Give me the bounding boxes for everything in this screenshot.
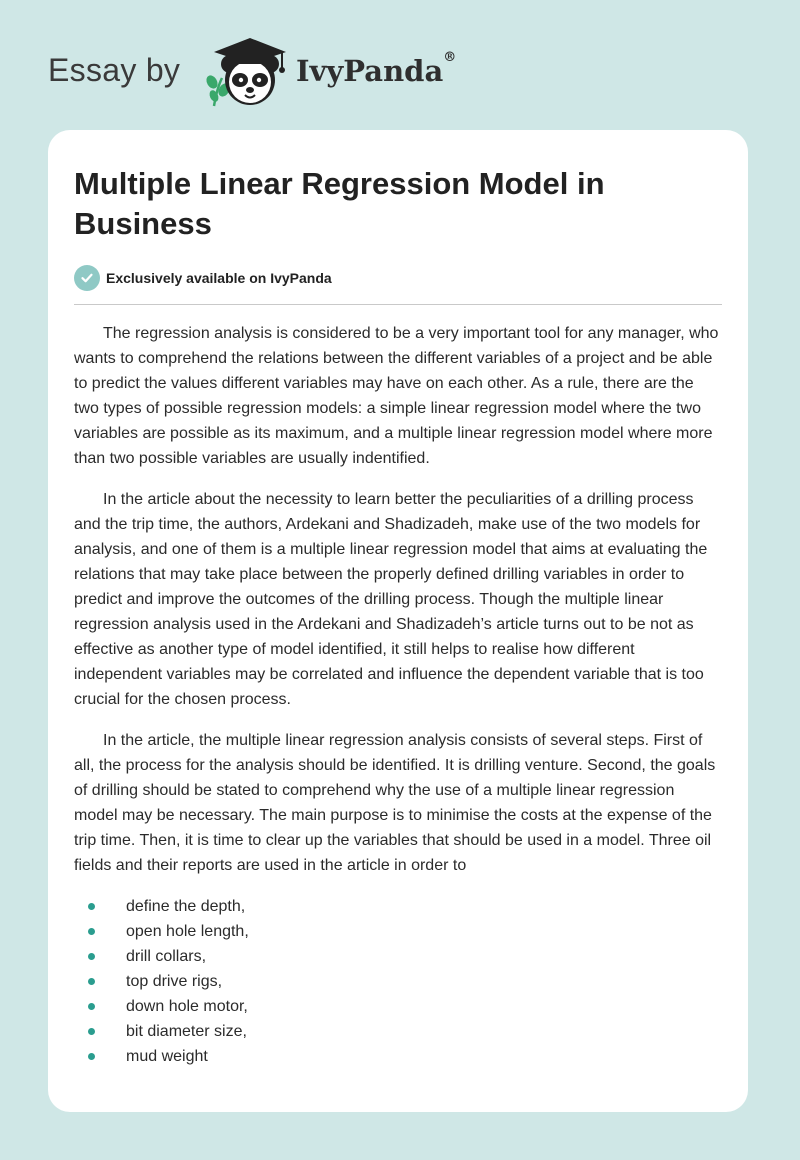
bullet-icon xyxy=(88,928,95,935)
list-item xyxy=(74,944,722,969)
exclusive-badge-text: Exclusively available on IvyPanda xyxy=(106,270,332,286)
list-item-text: bit diameter size, xyxy=(126,1023,247,1040)
essay-title: Multiple Linear Regression Model in Business xyxy=(74,166,605,241)
check-icon xyxy=(74,265,100,291)
variables-list xyxy=(74,894,722,1069)
bullet-icon xyxy=(88,1028,95,1035)
bullet-icon xyxy=(88,978,95,985)
list-item-text: down hole motor, xyxy=(126,998,248,1015)
list-item xyxy=(74,919,722,944)
essay-content xyxy=(74,164,722,1069)
list-item-text: define the depth, xyxy=(126,898,246,915)
brand-prefix: Essay by xyxy=(48,52,181,88)
list-item xyxy=(74,894,722,919)
site-header-brand[interactable] xyxy=(48,32,468,112)
list-item-text: top drive rigs, xyxy=(126,973,223,990)
bullet-icon xyxy=(88,1003,95,1010)
brand-name xyxy=(296,50,457,88)
brand-name-text: IvyPanda xyxy=(296,54,444,88)
essay-card xyxy=(48,130,748,1112)
exclusive-badge xyxy=(74,264,722,292)
list-item xyxy=(74,1044,722,1069)
list-item xyxy=(74,1019,722,1044)
essay-body xyxy=(74,321,722,1069)
paragraph: The regression analysis is considered to be a very important tool for any manager, who wants to comprehend the relations between the different variables of a project and be able to predict the values different variables may have on each other. As a rule, there are the two types of possible regression models: a simple linear regression model where the two variables are possible as its maximum, and a multiple linear regression model where more than two possible variables are usually indentified. xyxy=(74,325,719,467)
list-item-text: drill collars, xyxy=(126,948,207,965)
panda-graduate-logo-icon xyxy=(200,34,292,110)
list-item xyxy=(74,994,722,1019)
paragraph: In the article, the multiple linear regression analysis consists of several steps. First of all, the process for the analysis should be identified. It is drilling venture. Second, the goals of drilling should be stated to comprehend why the use of a multiple linear regression model may be necessary. The main purpose is to minimise the costs at the expense of the trip time. Then, it is time to clear up the variables that should be used in a model. Three oil fields and their reports are used in the article in order to xyxy=(74,732,716,874)
list-item xyxy=(74,969,722,994)
list-item-text: open hole length, xyxy=(126,923,249,940)
registered-mark: ® xyxy=(443,50,457,65)
list-item-text: mud weight xyxy=(126,1048,208,1065)
paragraph: In the article about the necessity to learn better the peculiarities of a drilling process and the trip time, the authors, Ardekani and Shadizadeh, make use of the two models for analysis, and one of them is a multiple linear regression model that aims at evaluating the relations that may take place between the properly defined drilling variables in order to predict and improve the outcomes of the drilling process. Though the multiple linear regression analysis used in the Ardekani and Shadizadeh’s article turns out to be not as effective as another type of model identified, it still helps to realise how different independent variables may be correlated and influence the dependent variable that is too crucial for the chosen process. xyxy=(74,491,708,708)
bullet-icon xyxy=(88,903,95,910)
title-divider xyxy=(74,304,722,305)
bullet-icon xyxy=(88,953,95,960)
bullet-icon xyxy=(88,1053,95,1060)
